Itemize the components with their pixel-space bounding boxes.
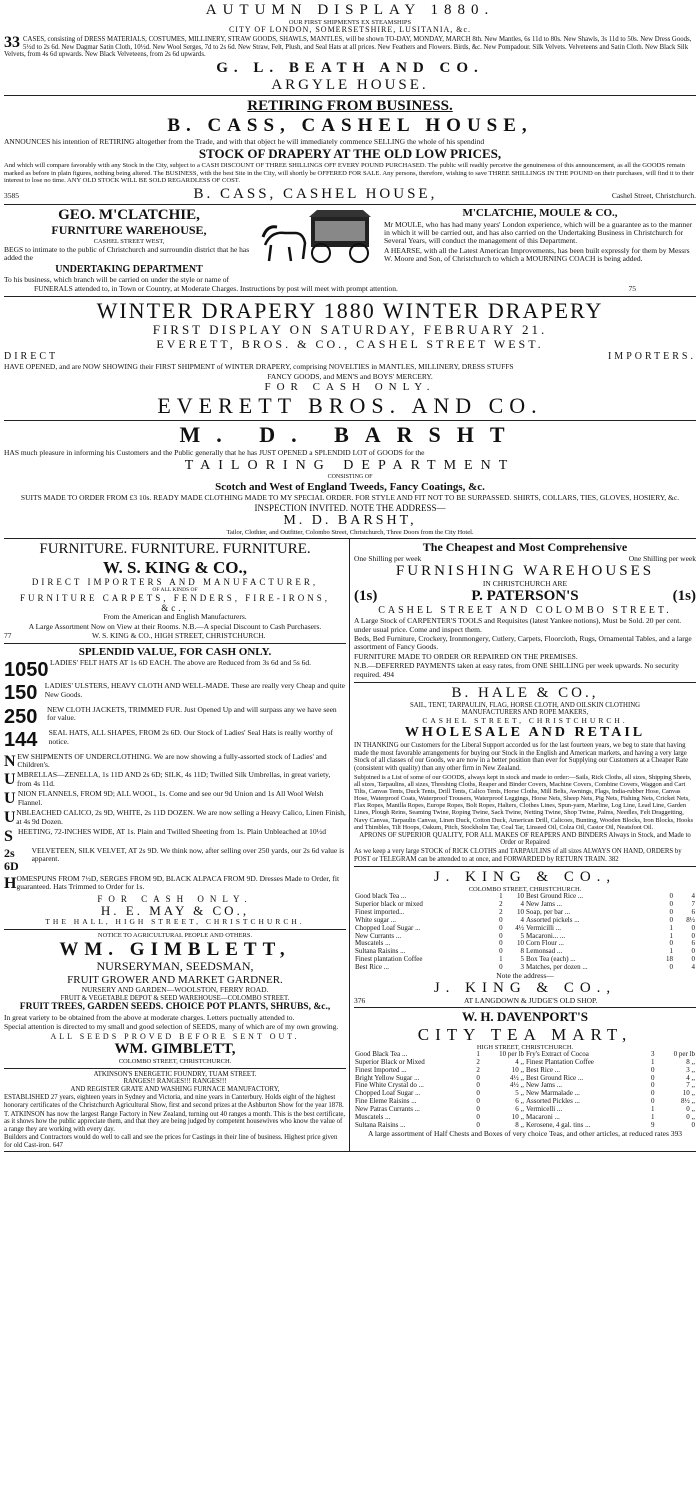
cass-p2: And which will compare favorably with any Stock in the City, subject to a CASH DISCOUNT OF THREE SHILLINGS OFF EVERY POUND PURCHASED. The public will readily perceive the genuineness of this announcement, as all the GOODS remain marked as before in plain figures, nothing being altered. The BUSINESS, with the best Site in the City, will shortly be OFFERED FOR SALE. Any persons, therefore, wishing to save THREE SHILLINGS IN THE POUND on their purchases, will find it to their interest to lose no time. ANY OLD STOCK WILL BE SOLD REGARDLESS OF COST.	[4, 162, 694, 185]
price-shillings: 2	[476, 1057, 480, 1066]
price-shillings: 0	[651, 1073, 655, 1082]
paterson-advert	[354, 539, 696, 683]
barsht-goods: Scotch and West of England Tweeds, Fancy Coatings, &c.	[215, 480, 485, 493]
davenport-ref: 393	[670, 1129, 683, 1139]
price-item: Fine Eleme Raisins ...	[355, 1097, 417, 1106]
may-item-text: NEW CLOTH JACKETS, TRIMMED FUR. Just Opened Up and will surpass any we have seen for value.	[46, 704, 337, 723]
gimblett-sub2: FRUIT GROWER AND MARKET GARDNER.	[67, 973, 283, 986]
price-pence: 4½	[515, 923, 524, 932]
jking-advert	[354, 867, 696, 1008]
price-pence: 10 ,,	[682, 1089, 695, 1098]
wsking-name: W. S. KING & CO.,	[103, 558, 247, 578]
price-shillings: 0	[669, 915, 673, 924]
may-line-initial: S	[4, 828, 13, 846]
barsht-p2: SUITS MADE TO ORDER FROM £3 10s. READY MADE CLOTHING MADE TO MY SPECIAL ORDER. FOR STYLE AND FIT NOT TO BE SURPASSED. SHIRTS, COLLARS, TIES, GLOVES, HOSIERY, &c.	[20, 492, 680, 502]
price-shillings: 0	[476, 1097, 480, 1106]
hale-sub: SAIL, TENT, TARPAULIN, FLAG, HORSE CLOTH, AND OILSKIN CLOTHING	[409, 701, 641, 709]
may-item-text: LADIES' FELT HATS AT 1s 6D EACH. The above are Reduced from 3s 6d and 5s 6d.	[50, 657, 312, 667]
price-pence: 0	[691, 1120, 695, 1129]
beath-title: AUTUMN DISPLAY 1880.	[205, 2, 495, 18]
price-item: Assorted Pickles ...	[526, 1097, 580, 1106]
mclatchie-ref: 75	[628, 284, 636, 294]
mclatchie-advert	[4, 205, 696, 296]
may-line	[4, 753, 346, 771]
cass-footer: B. CASS, CASHEL HOUSE,	[193, 185, 438, 202]
price-item: Vermicilli ...	[526, 923, 561, 932]
may-advert	[4, 644, 346, 930]
price-shillings: 1	[669, 947, 673, 956]
mclatchie-dept: UNDERTAKING DEPARTMENT	[55, 263, 203, 275]
price-item: Fry's Extract of Cocoa	[526, 1050, 589, 1059]
may-item	[4, 682, 346, 704]
davenport-advert	[354, 1008, 696, 1139]
may-line-initial: 2s 6D	[4, 846, 19, 874]
price-item: Assorted pickels ...	[526, 915, 580, 924]
price-shillings: 0	[499, 962, 503, 971]
everett-importers: IMPORTERS.	[607, 351, 696, 363]
paterson-per-week-left: One Shilling per week	[354, 553, 422, 563]
hale-p3: APRONS OF SUPERIOR QUALITY, FOR ALL MAKES OF REAPERS AND BINDERS Always in Stock, and Made to Order or Repaired	[359, 831, 691, 847]
price-shillings: 3	[651, 1050, 655, 1059]
price-shillings: 0	[669, 939, 673, 948]
price-pence: 0	[691, 947, 695, 956]
hale-ref: 382	[608, 855, 619, 863]
price-shillings: 2	[476, 1065, 480, 1074]
price-item: Muscatels ...	[355, 1112, 391, 1121]
mclatchie-firm: M'CLATCHIE, MOULE & CO.,	[462, 207, 618, 220]
may-line-text: MBRELLAS—ZENELLA, 1s 11D AND 2s 6D; SILK, 4s 11D; Twilled Silk Umbrellas, in great variety, from 4s 11d.	[17, 770, 331, 788]
hale-title: WHOLESALE AND RETAIL	[404, 725, 646, 741]
may-item	[4, 659, 346, 681]
mclatchie-p1: BEGS to intimate to the public of Christchurch and surroundin district that he has added the	[4, 244, 250, 263]
may-item-text: SEAL HATS, ALL SHAPES, FROM 2s 6D. Our Stock of Ladies' Seal Hats is really worthy of notice.	[48, 728, 333, 746]
may-item-count: 250	[4, 705, 38, 728]
price-shillings: 0	[499, 947, 503, 956]
price-item: Lemonsad ...	[526, 947, 563, 956]
gimblett-trees: FRUIT TREES, GARDEN SEEDS. CHOICE POT PLANTS, SHRUBS, &c.,	[19, 1002, 331, 1013]
hale-advert	[354, 683, 696, 867]
price-pence: 10 per lb	[499, 1050, 524, 1059]
wsking-line1b: OF ALL KINDS OF	[152, 587, 198, 594]
price-shillings: 0	[476, 1073, 480, 1082]
hale-p1: IN THANKING our Customers for the Liberal Support accorded us for the last fourteen years, we beg to state that having made the most favorable arrangements for buying our Stock in the English and American markets, and having a very large Stock of all classes of our Goods, we are now in a better position than ever for Supplying our Customers at a Cheaper Rate (consistent with quality) than any other firm in New Zealand.	[354, 742, 689, 772]
gimblett-sub: NURSERYMAN, SEEDSMAN,	[96, 959, 254, 974]
everett-advert	[4, 297, 696, 422]
atkinson-advert	[4, 1069, 346, 1150]
jking-name: J. KING & CO.,	[433, 869, 617, 886]
price-item: Matches, per dozen ...	[526, 962, 588, 971]
left-column	[4, 539, 350, 1150]
wsking-address: W. S. KING & CO., HIGH STREET, CHRISTCHURCH.	[91, 631, 266, 641]
wsking-header: FURNITURE. FURNITURE. FURNITURE.	[39, 541, 311, 558]
mclatchie-footer: FUNERALS attended to, in Town or Country, at Moderate Charges. Instructions by post will meet with prompt attention.	[34, 284, 398, 294]
may-line	[4, 828, 346, 846]
price-shillings: 0	[651, 1097, 655, 1106]
mclatchie-sub: FURNITURE WAREHOUSE,	[51, 223, 207, 238]
price-pence: 0	[691, 931, 695, 940]
price-pence: 4	[520, 915, 524, 924]
price-item: Superior Black or Mixed	[355, 1057, 425, 1066]
hale-sub2: MANUFACTURERS AND ROPE MAKERS,	[461, 709, 589, 717]
may-line-text: HEETING, 72-INCHES WIDE, AT 1s. Plain and Twilled Sheeting from 1s. Plain Unbleached at 10½d	[18, 827, 326, 837]
beath-advert	[4, 0, 696, 96]
may-item-count: 150	[4, 682, 38, 705]
everett-firm-line: EVERETT, BROS. & CO., CASHEL STREET WEST.	[156, 336, 544, 351]
everett-footer: EVERETT BROS. AND CO.	[157, 392, 543, 418]
may-address: THE HALL, HIGH STREET, CHRISTCHURCH.	[45, 917, 305, 927]
price-item: Macaroni ...	[526, 1112, 560, 1121]
gimblett-footer: WM. GIMBLETT,	[114, 1041, 236, 1058]
price-item: Chopped Loaf Sugar ...	[355, 923, 421, 932]
price-shillings: 18	[665, 955, 673, 963]
may-line-initial: H	[4, 874, 17, 892]
price-item: Good Black Tea ...	[355, 1050, 408, 1059]
barsht-consisting: CONSISTING OF	[327, 473, 373, 480]
may-cash: FOR CASH ONLY.	[97, 893, 253, 904]
price-pence: 10 ,,	[511, 1112, 524, 1121]
wsking-advert	[4, 539, 346, 643]
price-pence: 7	[691, 900, 695, 909]
may-line-text: NION FLANNELS, FROM 9D; ALL WOOL, 1s. Come and see our 9d Union and 1s All Wool Welsh Flannel.	[17, 789, 324, 807]
may-line	[4, 875, 346, 893]
paterson-s2: (1s)	[672, 588, 696, 605]
price-shillings: 0	[476, 1120, 480, 1129]
price-item: Best Rice ...	[355, 962, 390, 971]
price-pence: 4 ,,	[686, 1073, 695, 1082]
price-item: Chopped Loaf Sugar ...	[355, 1089, 421, 1098]
price-shillings: 0	[669, 892, 673, 901]
mclatchie-name: GEO. M'CLATCHIE,	[58, 207, 200, 224]
price-pence: 4	[691, 962, 695, 971]
price-item: Vermicelli ...	[526, 1104, 563, 1113]
atkinson-ref: 647	[52, 1142, 63, 1150]
price-pence: 6 ,,	[515, 1097, 524, 1106]
may-line-initial: U	[4, 771, 16, 789]
cass-ref: 3585	[4, 190, 19, 200]
paterson-p1: A Large Stock of CARPENTER'S TOOLS and Requisites (latest Yankee notions), Must be Sold. 20 per cent. under usual price. Come and inspect them.	[354, 616, 682, 634]
jking-ref: 376	[354, 995, 366, 1005]
atkinson-title: ATKINSON'S ENERGETIC FOUNDRY, TUAM STREET.	[93, 1070, 257, 1078]
price-pence: 3 ,,	[686, 1065, 695, 1074]
may-line	[4, 771, 346, 789]
gimblett-p1: In great variety to be obtained from the above at moderate charges. Letters puctually attended to.	[4, 1012, 295, 1022]
price-shillings: 0	[651, 1089, 655, 1098]
paterson-title: FURNISHING WAREHOUSES	[395, 563, 655, 580]
price-item: Corn Flour ...	[526, 939, 564, 948]
price-shillings: 1	[499, 892, 503, 901]
hearse-illustration	[254, 207, 384, 285]
price-item: Sultana Raisins ...	[355, 1120, 406, 1129]
price-shillings: 1	[476, 1050, 480, 1059]
price-pence: 4½ ,,	[510, 1073, 524, 1082]
price-pence: 0	[691, 923, 695, 932]
barsht-address: Tailor, Clothier, and Outfitter, Colombo Street, Christchurch, Three Doors from the City Hotel.	[226, 528, 474, 536]
price-shillings: 1	[651, 1112, 655, 1121]
may-line-initial: U	[4, 790, 16, 808]
price-shillings: 0	[476, 1104, 480, 1113]
price-pence: 0 ,,	[686, 1104, 695, 1113]
beath-count: 33	[4, 34, 20, 52]
may-line-text: EW SHIPMENTS OF UNDERCLOTHING. We are now showing a fully-assorted stock of Ladies' and Children's.	[17, 751, 327, 769]
davenport-price-table-right	[525, 1051, 696, 1129]
paterson-p4: N.B.—DEFERRED PAYMENTS taken at easy rates, from ONE SHILLING per week upwards. No security required.	[354, 661, 680, 679]
everett-body2: FANCY GOODS, and MEN'S and BOYS' MERCERY.	[267, 371, 433, 381]
price-pence: 8½ ,,	[681, 1097, 695, 1106]
price-pence: 4 ,,	[515, 1057, 524, 1066]
wsking-line3: From the American and English Manufacturers.	[103, 612, 247, 622]
price-item: Bright Yellow Sugar ...	[355, 1073, 420, 1082]
wsking-line1: DIRECT IMPORTERS AND MANUFACTURER,	[31, 577, 319, 588]
price-item: New Jams ...	[526, 1081, 562, 1090]
price-pence: 6	[691, 908, 695, 917]
price-item: Finest Plantation Coffee	[526, 1057, 594, 1066]
price-pence: 8	[520, 947, 524, 956]
cass-p1: ANNOUNCES his intention of RETIRING altogether from the Trade, and with that object he will immediately commence SELLING the whole of his spendind	[4, 136, 485, 146]
price-shillings: 2	[499, 908, 503, 917]
price-pence: 0	[691, 955, 695, 963]
beath-body: CASES, consisting of DRESS MATERIALS, COSTUMES, MILLINERY, STRAW GOODS, SHAWLS, MANTLES, will be shown TO-DAY, MONDAY, MARCH 8th. New Mantles, 6s 11d to 80s. New Shawls, 3s 11d to 50s. New Dress Goods, 5½d to 2s 6d. New Dagmar Satin Cloth, 10½d. New Wool Serges, 7d to 2s 6d. New Straw, Felt, Plush, and Seal Hats at all prices. New Feathers and Flowers. Birds, &c. New Pompadour. Silk Velvets. Velveteens and Satin Cloth. New Black Silk Velvets, from 4s 6d upwards. New Black Velveteens, from 2s 6d upwards.	[4, 36, 692, 59]
paterson-p2: Beds, Bed Furniture, Crockery, Ironmongery, Cutlery, Carpets, Floorcloth, Rugs, Ornamental Tables, and a large assortment of Fancy Goods.	[354, 634, 692, 652]
everett-title: WINTER DRAPERY 1880 WINTER DRAPERY	[96, 297, 604, 323]
barsht-name: M. D. BARSHT	[179, 422, 521, 448]
hale-p4: As we keep a very large STOCK of RICK CLOTHS and TARPAULINS of all sizes ALWAYS ON HAND, ORDERS by POST or TELEGRAM can be attended to at once, and FORWARDED by RETURN TRAIN.	[354, 848, 682, 863]
price-shillings: 1	[651, 1104, 655, 1113]
may-item	[4, 706, 346, 728]
price-pence: 10 ,,	[511, 1065, 524, 1074]
jking-price-table-right	[525, 893, 696, 971]
price-pence: 8 ,,	[686, 1057, 695, 1066]
may-name: H. E. MAY & CO.,	[100, 902, 250, 918]
davenport-footer: A large assortment of Half Chests and Boxes of very choice Teas, and other articles, at reduced rates	[367, 1129, 669, 1139]
paterson-p3: FURNITURE MADE TO ORDER OR REPAIRED ON THE PREMISES.	[354, 651, 578, 661]
hale-street: CASHEL STREET, CHRISTCHURCH.	[422, 716, 628, 725]
paterson-s1: (1s)	[354, 588, 378, 605]
barsht-p1: HAS much pleasure in informing his Customers and the Public generally that he has JUST OPENED a SPLENDID LOT of GOODS for the	[4, 447, 425, 457]
may-line	[4, 790, 346, 808]
price-pence: 4	[691, 892, 695, 901]
beath-firm: G. L. BEATH AND CO.	[216, 59, 484, 76]
price-pence: 6	[691, 939, 695, 948]
price-pence: 0 per lb	[673, 1050, 695, 1059]
price-shillings: 1	[669, 931, 673, 940]
price-item: Fine White Crystal do ...	[355, 1081, 424, 1090]
price-shillings: 1	[669, 923, 673, 932]
barsht-footer: M. D. BARSHT,	[283, 513, 417, 529]
price-pence: 10	[517, 939, 524, 948]
price-item: New Patras Currants ...	[355, 1104, 420, 1113]
price-item: Finest plantation Coffee	[355, 955, 423, 963]
may-line-text: VELVETEEN, SILK VELVET, AT 2s 9D. We think now, after selling over 250 yards, our 2s 6d value is apparent.	[31, 846, 345, 864]
price-pence: 8½	[686, 915, 695, 924]
price-shillings: 0	[651, 1065, 655, 1074]
price-item: White sugar ...	[355, 915, 397, 924]
may-line-initial: U	[4, 809, 16, 827]
price-shillings: 0	[499, 939, 503, 948]
price-item: Kerosene, 4 gal. tins ...	[526, 1120, 591, 1129]
hale-p2: Subjoined is a List of some of our GOODS, always kept in stock and made to order:—Sails, Rick Cloths, all sizes, Shipping Sheets, all sizes, Tarpaulins, all sizes, Threshing Cloths, Reaper and Binder Covers, Machine Covers, Combine Covers, Waggon and Cart Tilts, Canvas Tents, Duck Tents, Drill Tents, Calico Tents, Horse Cloths, Mill Belts, Awnings, Flags, India-rubber Hose, Canvas Hose, Waterproof Coats, Waterproof Trousers, Waterproof Leggings, Horse Nets, Sheep Nets, Pig Nets, Fishing Nets, Cricket Nets, Flax Ropes, Manilla Ropes, Europe Ropes, Bolt Ropes, Halters, Clothes Lines, Spun-yarn, Marline, Log Line, Lead Line, Garden Lines, Plough Reins, Seaming Twine, Roping Twine, Sack Twine, Netting Twine, Shop Twine, Palms, Needles, Felt Draggetting, Navy Canvas, Tarpaulin Canvas, Linen Duck, Cotton Duck, American Drill, Calicoes, Bunting, Wooden Blocks, Iron Blocks, Hooks and Thimbles, Tilt Hoops, Oakum, Pitch, Stockholm Tar, Coal Tar, Linseed Oil, Colza Oil, Castor Oil, Neatsfoot Oil.	[354, 773, 694, 831]
price-item: Good black Tea ...	[355, 892, 407, 901]
wsking-line2: FURNITURE CARPETS, FENDERS, FIRE-IRONS, &c.,	[19, 593, 331, 614]
price-item: Sultana Raisins ...	[355, 947, 406, 956]
price-shillings: 1	[651, 1057, 655, 1066]
jking-footer: J. KING & CO.,	[433, 980, 617, 997]
price-item: Best Ground Rice ...	[526, 892, 584, 901]
may-line-initial: N	[4, 752, 16, 770]
hearse-icon	[259, 207, 379, 265]
price-shillings: 1	[499, 955, 503, 963]
may-item-count: 1050	[4, 658, 49, 681]
price-pence: 4	[520, 900, 524, 909]
price-pence: 10	[517, 892, 524, 901]
may-line	[4, 847, 346, 874]
price-item: Finest imported...	[355, 908, 405, 917]
beath-line1: OUR FIRST SHIPMENTS EX STEAMSHIPS	[288, 18, 412, 26]
price-shillings: 0	[669, 900, 673, 909]
price-item: Box Tea (each) ...	[526, 955, 576, 963]
price-pence: 5 ,,	[515, 1089, 524, 1098]
price-pence: 6 ,,	[515, 1104, 524, 1113]
paterson-per-week-right: One Shilling per week	[628, 553, 696, 563]
wsking-p1: A Large Assortment Now on View at their Rooms. N.B.—A special Discount to Cash Purchasers.	[28, 621, 322, 631]
price-item: Finest Imported ...	[355, 1065, 407, 1074]
may-line-text: NBLEACHED CALICO, 2s 9D, WHITE, 2s 11D DOZEN. We are now selling a Heavy Calico, Linen Finish, at 4s 9d Dozen.	[16, 808, 346, 826]
price-pence: 4½ ,,	[510, 1081, 524, 1090]
price-item: Best Rice ...	[526, 1065, 561, 1074]
price-pence: 5	[520, 931, 524, 940]
price-pence: 3	[520, 962, 524, 971]
may-item-text: LADIES' ULSTERS, HEAVY CLOTH AND WELL-MADE. These are really very Cheap and quite New Goods.	[44, 681, 345, 699]
gimblett-p2: Special attention is directed to my small and good selection of SEEDS, many of which are of my own growing.	[4, 1022, 339, 1032]
jking-price-table-left	[354, 893, 525, 971]
gimblett-name: WM. GIMBLETT,	[59, 939, 291, 961]
paterson-cheapest: The Cheapest and Most Comprehensive	[422, 540, 628, 555]
atkinson-p1: ESTABLISHED 27 years, eighteen years in Sydney and Victoria, and nine years in Canterbury. Holds eight of the highest honorary certificates of the Christchurch Agricultural Show, first and second prizes at the Ashburton Show for the year 1878.	[4, 1094, 344, 1109]
price-shillings: 0	[476, 1112, 480, 1121]
gimblett-nursery: NURSERY AND GARDEN—WOOLSTON, FERRY ROAD.	[81, 985, 269, 995]
price-row	[525, 1122, 696, 1130]
atkinson-p3: Builders and Contractors would do well to call and see the prices for Castings in their line of business. Highest price given for old Cast-iron.	[4, 1134, 338, 1150]
price-shillings: 0	[651, 1081, 655, 1090]
davenport-price-table-left	[354, 1051, 525, 1129]
price-shillings: 0	[476, 1081, 480, 1090]
may-line-text: OMESPUNS FROM 7½D, SERGES FROM 9D, BLACK ALPACA FROM 9D. Dresses Made to Order, fit guaranteed. Hats Trimmed to Order for 1s.	[16, 873, 340, 892]
gimblett-address: COLOMBO STREET, CHRISTCHURCH.	[118, 1058, 232, 1066]
atkinson-sub: AND REGISTER GRATE AND WASHING FURNACE MANUFACTORY,	[70, 1085, 280, 1093]
newspaper-page	[4, 0, 696, 1152]
jking-address: AT LANGDOWN & JUDGE'S OLD SHOP.	[463, 995, 598, 1005]
gimblett-depot: FRUIT & VEGETABLE DEPOT & SEED WAREHOUSE—COLOMBO STREET.	[60, 994, 290, 1002]
barsht-dept: TAILORING DEPARTMENT	[184, 458, 516, 474]
davenport-title: CITY TEA MART,	[417, 1024, 633, 1044]
everett-body: HAVE OPENED, and are NOW SHOWING their FIRST SHIPMENT of WINTER DRAPERY, comprising NOVELTIES in MANTLES, MILLINERY, DRESS STUFFS	[4, 362, 514, 372]
price-row	[354, 1122, 525, 1130]
wsking-ref: 77	[4, 631, 12, 641]
price-item: New Currants ...	[355, 931, 402, 940]
mclatchie-p3: Mr MOULE, who has had many years' London experience, which will be a guarantee as to the manner in which it will be carried out, and has also carried on the Undertaking Business in Christchurch for Several Years, will conduct the management of this Department.	[384, 219, 693, 246]
price-shillings: 2	[499, 900, 503, 909]
cass-retiring: RETIRING FROM BUSINESS.	[247, 98, 453, 115]
barsht-p3: INSPECTION INVITED. NOTE THE ADDRESS—	[254, 503, 446, 514]
price-item: Soap, per bar ...	[526, 908, 571, 917]
paterson-ref: 494	[382, 669, 394, 679]
price-item: New Marmalade ...	[526, 1089, 580, 1098]
mclatchie-street: CASHEL STREET WEST,	[93, 237, 165, 245]
price-item: Macaroni... ...	[526, 931, 566, 940]
price-pence: 0 ,,	[686, 1112, 695, 1121]
everett-direct: DIRECT	[4, 351, 59, 363]
beath-line2: CITY OF LONDON, SOMERSETSHIRE, LUSITANIA, &c.	[228, 25, 472, 35]
hale-name: B. HALE & CO.,	[451, 684, 599, 701]
barsht-advert	[4, 421, 696, 539]
price-shillings: 9	[651, 1120, 655, 1129]
may-item-count: 144	[4, 729, 38, 752]
everett-first: FIRST DISPLAY ON SATURDAY, FEBRUARY 21.	[152, 322, 548, 338]
atkinson-p2: T. ATKINSON has now the largest Range Factory in New Zealand, turning out 40 ranges a month. This is the best certificate, as it shows how the public appreciate them, and that they are being judged by competent housewives who know the value of a range they are working with every day.	[4, 1110, 346, 1133]
beath-house: ARGYLE HOUSE.	[271, 76, 429, 93]
price-item: Muscatels ...	[355, 939, 391, 948]
gimblett-advert	[4, 930, 346, 1069]
davenport-name: W. H. DAVENPORT'S	[462, 1009, 588, 1025]
price-pence: 5	[520, 955, 524, 963]
mclatchie-p2: To his business, which branch will be carried on under the style or name of	[4, 274, 230, 284]
mclatchie-p4: A HEARSE, with all the Latest American Improvements, has been built expressly for them by Messrs W. Moore and Son, of Christchurch to which a MOURNING COACH is being added.	[384, 245, 690, 264]
paterson-street: CASHEL STREET AND COLOMBO STREET.	[378, 605, 672, 617]
price-shillings: 0	[499, 923, 503, 932]
paterson-in: IN CHRISTCHURCH ARE	[482, 578, 568, 588]
cass-stock: STOCK OF DRAPERY AT THE OLD LOW PRICES,	[198, 145, 502, 161]
jking-street: COLOMBO STREET, CHRISTCHURCH.	[468, 886, 582, 894]
may-line	[4, 809, 346, 827]
everett-cash: FOR CASH ONLY.	[264, 381, 436, 394]
price-pence: 8 ,,	[515, 1120, 524, 1129]
right-column	[350, 539, 696, 1150]
gimblett-proved: ALL SEEDS PROVED BEFORE SENT OUT.	[50, 1031, 300, 1041]
price-pence: 10	[517, 908, 524, 917]
davenport-street: HIGH STREET, CHRISTCHURCH.	[476, 1043, 574, 1051]
gimblett-notice: NOTICE TO AGRICULTURAL PEOPLE AND OTHERS.	[97, 931, 253, 939]
price-pence: 7 ,,	[686, 1081, 695, 1090]
price-shillings: 0	[499, 931, 503, 940]
cass-advert	[4, 96, 696, 205]
price-shillings: 0	[499, 915, 503, 924]
price-shillings: 0	[476, 1089, 480, 1098]
price-item: New Jams ...	[526, 900, 562, 909]
may-header: SPLENDID VALUE, FOR CASH ONLY.	[78, 645, 272, 658]
may-item	[4, 729, 346, 751]
price-shillings: 0	[669, 962, 673, 971]
price-item: Superior black or mixed	[355, 900, 423, 909]
price-shillings: 0	[669, 908, 673, 917]
paterson-name: P. PATERSON'S	[471, 588, 579, 605]
cass-name: B. CASS, CASHEL HOUSE,	[167, 115, 533, 137]
jking-note: Note the address—	[496, 970, 554, 980]
atkinson-ranges: RANGES!! RANGES!!! RANGES!!!	[123, 1078, 227, 1086]
cass-address: Cashel Street, Christchurch.	[611, 190, 696, 200]
price-item: Best Ground Rice ...	[526, 1073, 584, 1082]
